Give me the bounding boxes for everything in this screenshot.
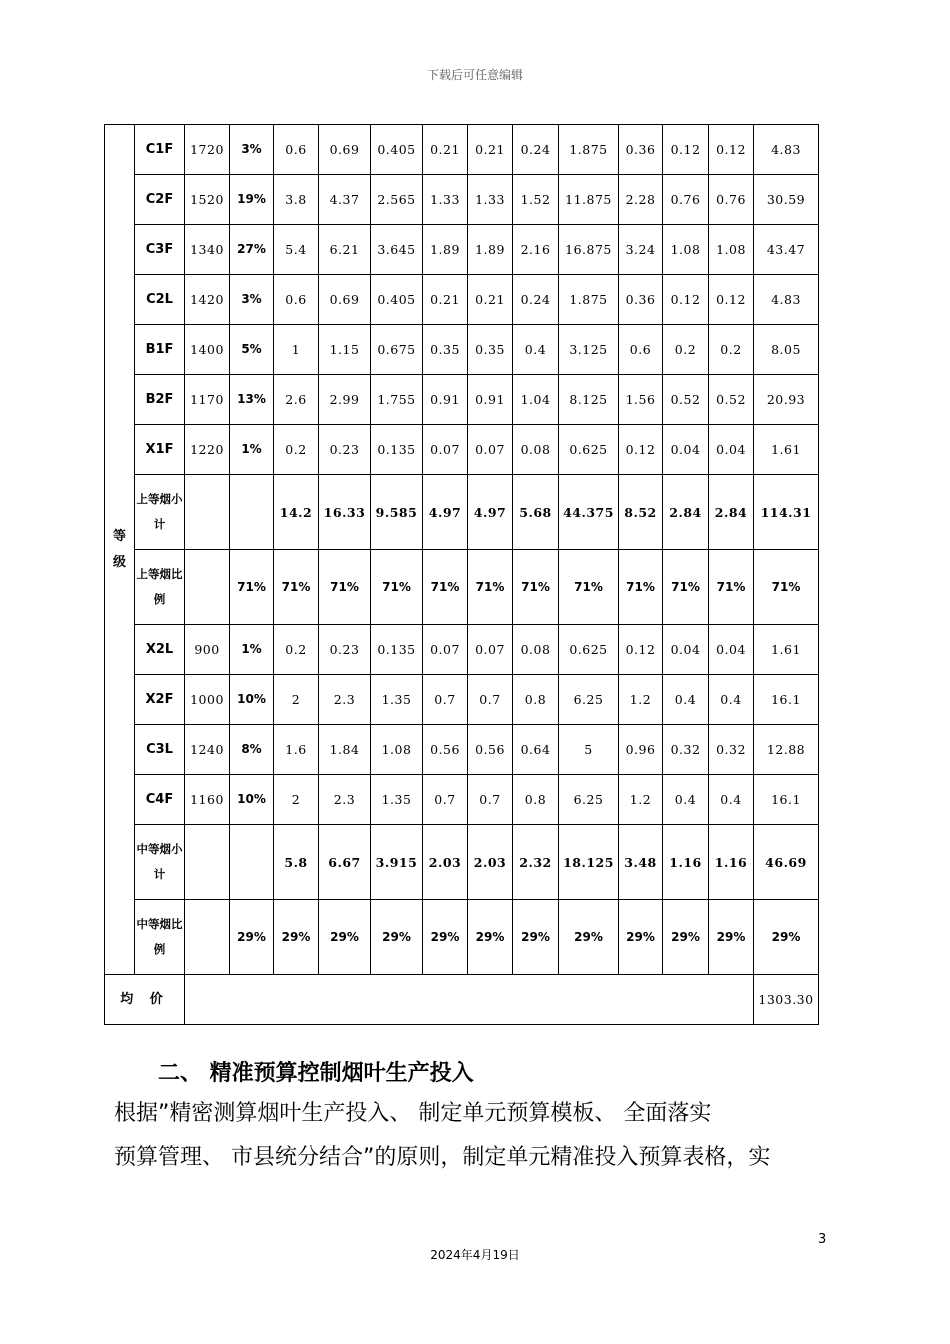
value-cell: 2.16	[513, 225, 559, 275]
value-cell: 1.35	[371, 675, 423, 725]
value-cell: 1.33	[423, 175, 468, 225]
value-cell: 0.2	[663, 325, 709, 375]
ratio-cell: 5%	[230, 325, 274, 375]
value-cell: 0.4	[709, 775, 754, 825]
value-cell: 1.755	[371, 375, 423, 425]
price-cell: 1220	[185, 425, 230, 475]
value-cell: 1.875	[559, 125, 619, 175]
value-cell: 0.91	[468, 375, 513, 425]
value-cell: 0.21	[468, 275, 513, 325]
value-cell: 2.84	[709, 475, 754, 550]
value-cell: 1.16	[663, 825, 709, 900]
value-cell: 4.97	[468, 475, 513, 550]
value-cell: 71%	[663, 550, 709, 625]
value-cell: 3.645	[371, 225, 423, 275]
value-cell: 1.2	[619, 675, 663, 725]
value-cell: 0.07	[468, 425, 513, 475]
value-cell: 1	[274, 325, 319, 375]
value-cell: 0.32	[663, 725, 709, 775]
price-cell: 1160	[185, 775, 230, 825]
value-cell: 0.7	[468, 675, 513, 725]
ratio-cell: 71%	[230, 550, 274, 625]
value-cell: 71%	[468, 550, 513, 625]
table-row	[105, 550, 819, 625]
value-cell: 1.52	[513, 175, 559, 225]
value-cell: 0.23	[319, 425, 371, 475]
value-cell: 2.03	[423, 825, 468, 900]
value-cell: 29%	[468, 900, 513, 975]
value-cell: 2	[274, 775, 319, 825]
average-value: 1303.30	[754, 975, 819, 1025]
footer-date: 2024年4月19日	[430, 1248, 520, 1262]
value-cell: 0.35	[423, 325, 468, 375]
value-cell: 0.76	[709, 175, 754, 225]
value-cell: 20.93	[754, 375, 819, 425]
value-cell: 16.1	[754, 675, 819, 725]
grade-label: C4F	[135, 775, 185, 825]
value-cell: 44.375	[559, 475, 619, 550]
value-cell: 0.07	[423, 425, 468, 475]
value-cell: 71%	[754, 550, 819, 625]
value-cell: 3.24	[619, 225, 663, 275]
value-cell: 0.2	[709, 325, 754, 375]
value-cell: 0.405	[371, 125, 423, 175]
grade-label: C2L	[135, 275, 185, 325]
page-number: 3	[818, 1232, 827, 1247]
price-cell	[185, 825, 230, 900]
value-cell: 8.52	[619, 475, 663, 550]
ratio-cell: 29%	[230, 900, 274, 975]
value-cell: 46.69	[754, 825, 819, 900]
price-cell	[185, 550, 230, 625]
value-cell: 2.32	[513, 825, 559, 900]
value-cell: 3.48	[619, 825, 663, 900]
value-cell: 3.8	[274, 175, 319, 225]
value-cell: 2.6	[274, 375, 319, 425]
value-cell: 2.84	[663, 475, 709, 550]
price-cell	[185, 900, 230, 975]
value-cell: 0.7	[468, 775, 513, 825]
value-cell: 29%	[274, 900, 319, 975]
value-cell: 71%	[423, 550, 468, 625]
table-row	[105, 375, 819, 425]
price-cell: 1720	[185, 125, 230, 175]
value-cell: 0.36	[619, 125, 663, 175]
value-cell: 1.08	[371, 725, 423, 775]
table-row	[105, 425, 819, 475]
value-cell: 43.47	[754, 225, 819, 275]
ratio-cell: 10%	[230, 675, 274, 725]
value-cell: 29%	[754, 900, 819, 975]
value-cell: 2.28	[619, 175, 663, 225]
value-cell: 2.565	[371, 175, 423, 225]
ratio-cell: 13%	[230, 375, 274, 425]
value-cell: 0.12	[663, 275, 709, 325]
value-cell: 0.135	[371, 625, 423, 675]
grade-label: X2F	[135, 675, 185, 725]
price-cell: 1170	[185, 375, 230, 425]
price-cell: 1520	[185, 175, 230, 225]
value-cell: 4.37	[319, 175, 371, 225]
value-cell: 0.32	[709, 725, 754, 775]
grade-label: B2F	[135, 375, 185, 425]
value-cell: 2	[274, 675, 319, 725]
grade-label: C2F	[135, 175, 185, 225]
section-heading: 二、 精准预算控制烟叶生产投入	[158, 1061, 474, 1086]
value-cell: 14.2	[274, 475, 319, 550]
price-cell: 1420	[185, 275, 230, 325]
value-cell: 29%	[559, 900, 619, 975]
value-cell: 8.125	[559, 375, 619, 425]
value-cell: 1.875	[559, 275, 619, 325]
ratio-cell: 3%	[230, 125, 274, 175]
value-cell: 29%	[619, 900, 663, 975]
value-cell: 18.125	[559, 825, 619, 900]
value-cell: 5.4	[274, 225, 319, 275]
value-cell: 0.04	[709, 425, 754, 475]
grade-label: 中等烟小计	[135, 825, 185, 900]
value-cell: 71%	[709, 550, 754, 625]
value-cell: 12.88	[754, 725, 819, 775]
value-cell: 2.99	[319, 375, 371, 425]
ratio-cell: 1%	[230, 425, 274, 475]
value-cell: 0.04	[663, 625, 709, 675]
table-row	[105, 825, 819, 900]
value-cell: 0.21	[468, 125, 513, 175]
ratio-cell: 27%	[230, 225, 274, 275]
value-cell: 71%	[559, 550, 619, 625]
table-row	[105, 225, 819, 275]
value-cell: 0.64	[513, 725, 559, 775]
value-cell: 6.21	[319, 225, 371, 275]
average-row	[105, 975, 819, 1025]
value-cell: 29%	[371, 900, 423, 975]
value-cell: 1.16	[709, 825, 754, 900]
value-cell: 71%	[371, 550, 423, 625]
value-cell: 0.12	[619, 625, 663, 675]
value-cell: 0.52	[663, 375, 709, 425]
table-row	[105, 175, 819, 225]
value-cell: 5	[559, 725, 619, 775]
value-cell: 0.6	[274, 275, 319, 325]
grade-label: X2L	[135, 625, 185, 675]
value-cell: 0.4	[709, 675, 754, 725]
table-row	[105, 125, 819, 175]
grade-label: C3L	[135, 725, 185, 775]
value-cell: 4.83	[754, 125, 819, 175]
value-cell: 0.76	[663, 175, 709, 225]
value-cell: 0.2	[274, 625, 319, 675]
value-cell: 0.91	[423, 375, 468, 425]
value-cell: 0.56	[468, 725, 513, 775]
value-cell: 16.875	[559, 225, 619, 275]
grade-label: 上等烟比例	[135, 550, 185, 625]
value-cell: 5.68	[513, 475, 559, 550]
value-cell: 9.585	[371, 475, 423, 550]
value-cell: 0.35	[468, 325, 513, 375]
value-cell: 11.875	[559, 175, 619, 225]
value-cell: 1.33	[468, 175, 513, 225]
value-cell: 29%	[709, 900, 754, 975]
value-cell: 0.52	[709, 375, 754, 425]
value-cell: 2.03	[468, 825, 513, 900]
value-cell: 4.97	[423, 475, 468, 550]
ratio-cell	[230, 475, 274, 550]
value-cell: 0.6	[274, 125, 319, 175]
paragraph-line-1: 根据”精密测算烟叶生产投入、 制定单元预算模板、 全面落实	[114, 1101, 712, 1126]
value-cell: 0.625	[559, 425, 619, 475]
value-cell: 1.35	[371, 775, 423, 825]
value-cell: 0.625	[559, 625, 619, 675]
grade-label: X1F	[135, 425, 185, 475]
value-cell: 1.2	[619, 775, 663, 825]
value-cell: 0.07	[423, 625, 468, 675]
table-row	[105, 275, 819, 325]
value-cell: 0.23	[319, 625, 371, 675]
table-row	[105, 325, 819, 375]
value-cell: 3.915	[371, 825, 423, 900]
value-cell: 16.1	[754, 775, 819, 825]
value-cell: 0.8	[513, 675, 559, 725]
price-cell: 1340	[185, 225, 230, 275]
value-cell: 1.6	[274, 725, 319, 775]
value-cell: 0.8	[513, 775, 559, 825]
value-cell: 1.89	[423, 225, 468, 275]
value-cell: 6.25	[559, 775, 619, 825]
average-label: 均 价	[105, 975, 185, 1025]
value-cell: 0.4	[513, 325, 559, 375]
value-cell: 0.36	[619, 275, 663, 325]
value-cell: 0.2	[274, 425, 319, 475]
value-cell: 29%	[319, 900, 371, 975]
value-cell: 0.96	[619, 725, 663, 775]
value-cell: 0.56	[423, 725, 468, 775]
value-cell: 1.15	[319, 325, 371, 375]
ratio-cell: 3%	[230, 275, 274, 325]
value-cell: 0.4	[663, 775, 709, 825]
value-cell: 0.6	[619, 325, 663, 375]
table-row	[105, 725, 819, 775]
value-cell: 1.61	[754, 625, 819, 675]
table-row	[105, 900, 819, 975]
value-cell: 30.59	[754, 175, 819, 225]
value-cell: 0.08	[513, 425, 559, 475]
value-cell: 0.07	[468, 625, 513, 675]
ratio-cell: 8%	[230, 725, 274, 775]
value-cell: 0.12	[619, 425, 663, 475]
table-row	[105, 475, 819, 550]
value-cell: 1.56	[619, 375, 663, 425]
value-cell: 6.67	[319, 825, 371, 900]
value-cell: 0.08	[513, 625, 559, 675]
grade-label: C1F	[135, 125, 185, 175]
value-cell: 2.3	[319, 775, 371, 825]
grade-label: B1F	[135, 325, 185, 375]
value-cell: 0.675	[371, 325, 423, 375]
grade-label: 上等烟小计	[135, 475, 185, 550]
value-cell: 4.83	[754, 275, 819, 325]
value-cell: 0.7	[423, 675, 468, 725]
value-cell: 0.21	[423, 275, 468, 325]
grade-label: 中等烟比例	[135, 900, 185, 975]
value-cell: 0.69	[319, 275, 371, 325]
value-cell: 2.3	[319, 675, 371, 725]
page-header: 下载后可任意编辑	[426, 68, 523, 82]
price-cell: 1000	[185, 675, 230, 725]
value-cell: 0.12	[663, 125, 709, 175]
value-cell: 16.33	[319, 475, 371, 550]
value-cell: 1.08	[663, 225, 709, 275]
value-cell: 1.89	[468, 225, 513, 275]
value-cell: 0.135	[371, 425, 423, 475]
grade-price-table	[104, 124, 819, 1025]
value-cell: 0.04	[663, 425, 709, 475]
value-cell: 0.4	[663, 675, 709, 725]
value-cell: 0.69	[319, 125, 371, 175]
value-cell: 29%	[513, 900, 559, 975]
value-cell: 29%	[663, 900, 709, 975]
table-row	[105, 625, 819, 675]
price-cell	[185, 475, 230, 550]
value-cell: 1.84	[319, 725, 371, 775]
value-cell: 71%	[619, 550, 663, 625]
grade-label: C3F	[135, 225, 185, 275]
value-cell: 8.05	[754, 325, 819, 375]
value-cell: 114.31	[754, 475, 819, 550]
value-cell: 0.405	[371, 275, 423, 325]
value-cell: 3.125	[559, 325, 619, 375]
value-cell: 0.24	[513, 125, 559, 175]
average-empty	[185, 975, 754, 1025]
value-cell: 0.7	[423, 775, 468, 825]
table-row	[105, 775, 819, 825]
value-cell: 1.04	[513, 375, 559, 425]
paragraph-line-2: 预算管理、 市县统分结合”的原则，制定单元精准投入预算表格，实	[114, 1145, 771, 1170]
ratio-cell: 10%	[230, 775, 274, 825]
value-cell: 71%	[274, 550, 319, 625]
value-cell: 5.8	[274, 825, 319, 900]
value-cell: 71%	[513, 550, 559, 625]
value-cell: 0.12	[709, 125, 754, 175]
price-cell: 900	[185, 625, 230, 675]
value-cell: 0.04	[709, 625, 754, 675]
ratio-cell: 19%	[230, 175, 274, 225]
table-row	[105, 675, 819, 725]
value-cell: 1.61	[754, 425, 819, 475]
price-cell: 1400	[185, 325, 230, 375]
value-cell: 6.25	[559, 675, 619, 725]
value-cell: 71%	[319, 550, 371, 625]
grade-side-label: 等 级	[105, 125, 135, 975]
ratio-cell: 1%	[230, 625, 274, 675]
ratio-cell	[230, 825, 274, 900]
value-cell: 29%	[423, 900, 468, 975]
value-cell: 0.12	[709, 275, 754, 325]
value-cell: 1.08	[709, 225, 754, 275]
value-cell: 0.21	[423, 125, 468, 175]
price-cell: 1240	[185, 725, 230, 775]
value-cell: 0.24	[513, 275, 559, 325]
